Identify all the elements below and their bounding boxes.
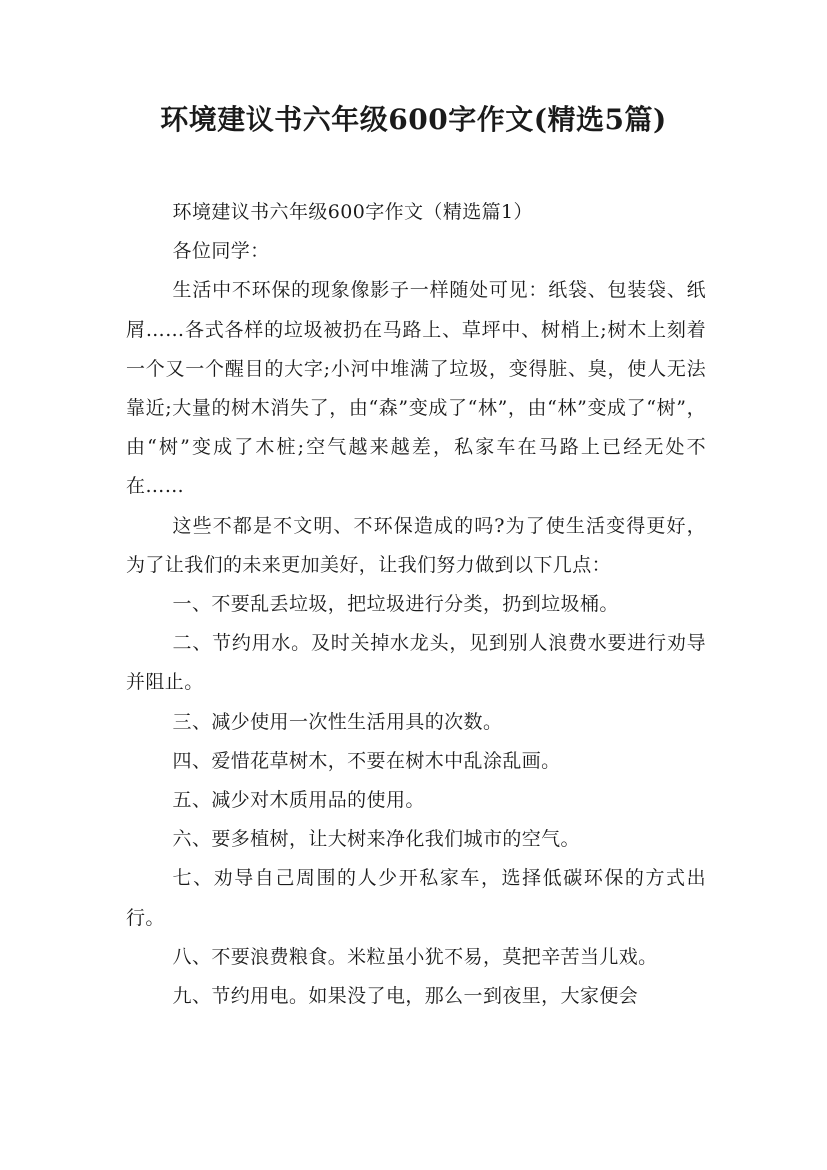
document-body xyxy=(126,193,706,1016)
suggestion-item-8: 八、不要浪费粮食。米粒虽小犹不易，莫把辛苦当儿戏。 xyxy=(172,945,658,968)
suggestion-item-4: 四、爱惜花草树木，不要在树木中乱涂乱画。 xyxy=(172,749,561,772)
suggestion-item-3: 三、减少使用一次性生活用具的次数。 xyxy=(172,710,503,733)
paragraph-intro: 生活中不环保的现象像影子一样随处可见：纸袋、包装袋、纸屑……各式各样的垃圾被扔在马路上、草坪中、树梢上;树木上刻着一个又一个醒目的大字;小河中堆满了垃圾，变得脏、臭，使人无法靠近;大量的树木消失了，由“森”变成了“林”，由“林”变成了“树”，由“树”变成了木桩;空气越来越差，私家车在马路上已经无处不在…… xyxy=(126,279,706,498)
suggestion-item-7: 七、劝导自己周围的人少开私家车，选择低碳环保的方式出行。 xyxy=(126,867,706,929)
suggestion-item-5: 五、减少对木质用品的使用。 xyxy=(172,789,425,812)
suggestion-item-9: 九、节约用电。如果没了电，那么一到夜里，大家便会 xyxy=(172,985,639,1008)
suggestion-item-6: 六、要多植树，让大树来净化我们城市的空气。 xyxy=(172,828,580,851)
suggestion-item-2: 二、节约用水。及时关掉水龙头，见到别人浪费水要进行劝导并阻止。 xyxy=(126,632,706,694)
suggestion-item-1: 一、不要乱丢垃圾，把垃圾进行分类，扔到垃圾桶。 xyxy=(172,593,619,616)
paragraph-greeting: 各位同学： xyxy=(172,240,270,263)
paragraph-call-to-action: 这些不都是不文明、不环保造成的吗?为了使生活变得更好，为了让我们的未来更加美好，让我们努力做到以下几点： xyxy=(126,514,706,576)
paragraph-subtitle: 环境建议书六年级600字作文（精选篇1） xyxy=(172,201,533,223)
document-title: 环境建议书六年级600字作文(精选5篇) xyxy=(160,103,667,136)
